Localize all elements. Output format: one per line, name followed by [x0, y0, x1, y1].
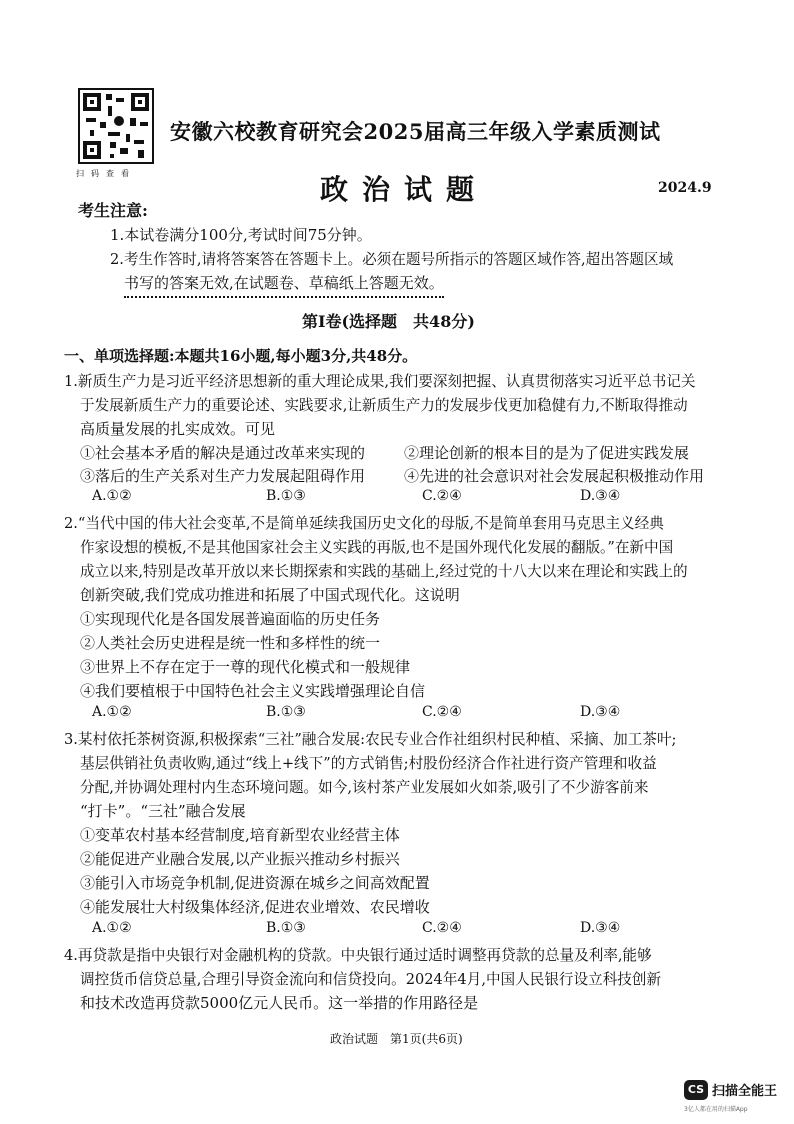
q3-line-1: 3.某村依托茶树资源,积极探索“三社”融合发展:农民专业合作社组织村民种植、采摘、加工茶叶;	[64, 731, 677, 748]
q2-line-4: 创新突破,我们党成功推进和拓展了中国式现代化。这说明	[80, 586, 460, 604]
section-instruction: 一、单项选择题:本题共16小题,每小题3分,共48分。	[64, 347, 418, 365]
q4-line-1: 4.再贷款是指中央银行对金融机构的贷款。中央银行通过适时调整再贷款的总量及利率,能够	[64, 947, 652, 964]
q3-statement-3: ③能引入市场竞争机制,促进资源在城乡之间高效配置	[80, 874, 430, 892]
q3-option-d: D.③④	[580, 920, 621, 936]
notice-item-1: 1.本试卷满分100分,考试时间75分钟。	[110, 226, 372, 244]
q2-statement-3: ③世界上不存在定于一尊的现代化模式和一般规律	[80, 658, 411, 676]
notice-heading: 考生注意:	[78, 201, 148, 220]
exam-title: 安徽六校教育研究会2025届高三年级入学素质测试	[170, 119, 661, 144]
q1-line-2: 于发展新质生产力的重要论述、实践要求,让新质生产力的发展步伐更加稳健有力,不断取得推动	[80, 397, 688, 414]
q4-line-2: 调控货币信贷总量,合理引导资金流向和信贷投向。2024年4月,中国人民银行设立科技创新	[80, 971, 662, 988]
q2-line-3: 成立以来,特别是改革开放以来长期探索和实践的基础上,经过党的十八大以来在理论和实践上的	[80, 563, 688, 580]
q1-statement-3: ③落后的生产关系对生产力发展起阻碍作用	[80, 467, 366, 485]
q1-line-3: 高质量发展的扎实成效。可见	[80, 420, 276, 438]
q2-option-a: A.①②	[92, 704, 132, 720]
scanner-app-name: 扫描全能王	[712, 1084, 778, 1099]
q1-statement-2: ②理论创新的根本目的是为了促进实践发展	[404, 444, 690, 462]
q1-option-a: A.①②	[92, 488, 132, 504]
qr-code-image	[78, 88, 154, 164]
q2-statement-2: ②人类社会历史进程是统一性和多样性的统一	[80, 634, 381, 652]
scanner-tagline: 3亿人都在用的扫描App	[684, 1106, 748, 1113]
q3-line-2: 基层供销社负责收购,通过“线上+线下”的方式销售;村股份经济合作社进行资产管理和收益	[80, 755, 657, 772]
q1-statement-1: ①社会基本矛盾的解决是通过改革来实现的	[80, 444, 366, 462]
qr-caption: 扫码查看	[76, 169, 136, 178]
notice-item-2-line-2: 书写的答案无效,在试题卷、草稿纸上答题无效。	[124, 272, 444, 298]
q3-statement-2: ②能促进产业融合发展,以产业振兴推动乡村振兴	[80, 850, 400, 868]
q2-line-2: 作家设想的模板,不是其他国家社会主义实践的再版,也不是国外现代化发展的翻版。”在新中国	[80, 539, 674, 556]
q3-option-c: C.②④	[422, 920, 462, 936]
q2-option-b: B.①③	[266, 704, 306, 720]
scanner-logo: CS	[684, 1080, 708, 1100]
q1-line-1: 1.新质生产力是习近平经济思想新的重大理论成果,我们要深刻把握、认真贯彻落实习近平总书记关	[64, 373, 696, 390]
section-title: 第Ⅰ卷(选择题 共48分)	[302, 312, 475, 331]
q2-line-1: 2.“当代中国的伟大社会变革,不是简单延续我国历史文化的母版,不是简单套用马克思主义经典	[64, 515, 664, 532]
q4-line-3: 和技术改造再贷款5000亿元人民币。这一举措的作用路径是	[80, 994, 479, 1012]
q3-statement-1: ①变革农村基本经营制度,培育新型农业经营主体	[80, 826, 400, 844]
q1-option-b: B.①③	[266, 488, 306, 504]
exam-date: 2024.9	[658, 180, 712, 196]
notice-item-2-line-1: 2.考生作答时,请将答案答在答题卡上。必须在题号所指示的答题区域作答,超出答题区域	[110, 251, 674, 268]
q2-option-c: C.②④	[422, 704, 462, 720]
page-footer: 政治试题 第1页(共6页)	[330, 1032, 463, 1046]
q2-option-d: D.③④	[580, 704, 621, 720]
q3-line-4: “打卡”。“三社”融合发展	[80, 802, 246, 820]
q2-statement-4: ④我们要植根于中国特色社会主义实践增强理论自信	[80, 682, 426, 700]
q3-statement-4: ④能发展壮大村级集体经济,促进农业增效、农民增收	[80, 898, 430, 916]
q3-line-3: 分配,并协调处理村内生态环境问题。如今,该村茶产业发展如火如荼,吸引了不少游客前来	[80, 779, 649, 796]
q3-option-b: B.①③	[266, 920, 306, 936]
q2-statement-1: ①实现现代化是各国发展普遍面临的历史任务	[80, 610, 381, 628]
q1-option-d: D.③④	[580, 488, 621, 504]
q1-option-c: C.②④	[422, 488, 462, 504]
subject-title: 政治试题	[320, 173, 489, 206]
q3-option-a: A.①②	[92, 920, 132, 936]
q1-statement-4: ④先进的社会意识对社会发展起积极推动作用	[404, 467, 705, 485]
